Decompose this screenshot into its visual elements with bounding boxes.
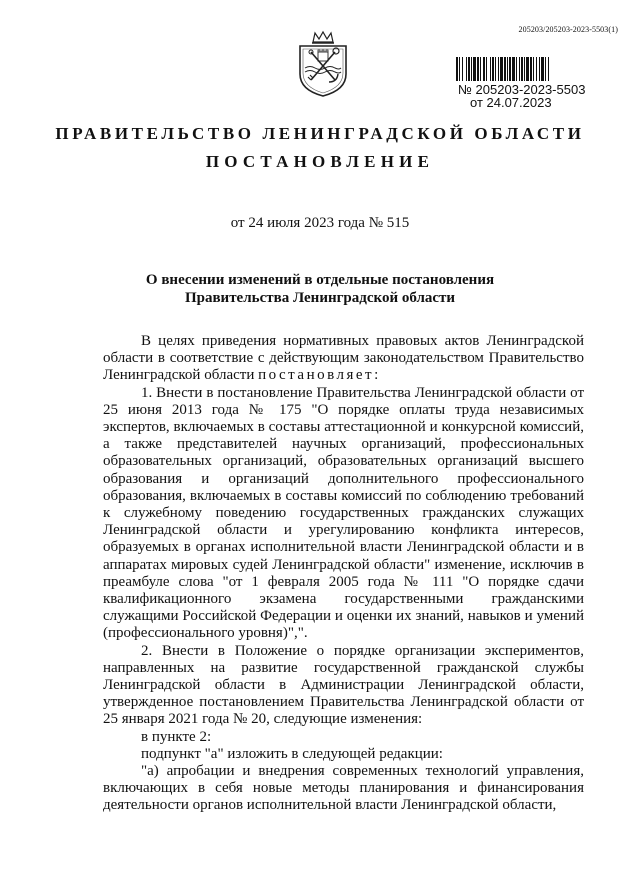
title-line-1: О внесении изменений в отдельные постановления xyxy=(145,272,495,288)
document-title xyxy=(0,271,640,307)
paragraph-preamble xyxy=(103,333,584,385)
document-type: ПОСТАНОВЛЕНИЕ xyxy=(205,152,435,171)
document-date-number: от 24 июля 2023 года № 515 xyxy=(230,215,410,231)
paragraph-subpoint-a-text: "а) апробации и внедрения современных технологий управления, включающих в себя новые методы планирования и финансирования деятельности органов исполнительной власти Ленинградской области, xyxy=(103,763,584,814)
coat-of-arms-emblem xyxy=(295,30,351,98)
preamble-colon: : xyxy=(374,367,379,384)
organization-name: ПРАВИТЕЛЬСТВО ЛЕНИНГРАДСКОЙ ОБЛАСТИ xyxy=(55,124,585,143)
barcode xyxy=(456,57,615,81)
preamble-decree-word: постановляет xyxy=(258,367,375,384)
preamble-text: В целях приведения нормативных правовых актов Ленинградской области в соответствие с действующим законодательством Правительство Ленинградской области xyxy=(103,333,584,384)
paragraph-subpoint-a: подпункт "а" изложить в следующей редакции: xyxy=(141,745,443,762)
title-line-2: Правительства Ленинградской области xyxy=(184,290,456,306)
paragraph-point-2: в пункте 2: xyxy=(141,728,212,745)
registration-code-top: 205203/205203-2023-5503(1) xyxy=(518,25,618,34)
registration-number: № 205203-2023-5503 xyxy=(458,82,586,97)
document-body xyxy=(103,333,584,815)
paragraph-item-2: 2. Внести в Положение о порядке организации экспериментов, направленных на развитие государственной гражданской службы Ленинградской области в Администрации Ленинградской области, утвержденное постановлением Правительства Ленинградской области от 25 января 2021 года № 20, следующие изменения: xyxy=(103,642,584,728)
paragraph-item-1: 1. Внести в постановление Правительства Ленинградской области от 25 июня 2013 года № 175 "О порядке оплаты труда независимых экспертов, включаемых в составы аттестационной и конкурсной комиссий, а также представителей научных организаций, профессиональных образовательных организаций, образовательных организаций высшего образования и организаций дополнительного профессионального образования, включаемых в составы комиссий по соблюдению требований к служебному поведению государственных гражданских служащих Ленинградской области и урегулированию конфликта интересов, образуемых в органах исполнительной власти Ленинградской области и в аппаратах мировых судей Ленинградской области" изменение, исключив в преамбуле слова "от 1 февраля 2005 года № 111 "О порядке сдачи квалификационного экзамена государственными гражданскими служащими Российской Федерации и оценки их знаний, навыков и умений (профессионального уровня)",". xyxy=(103,384,584,642)
registration-date: от 24.07.2023 xyxy=(470,95,552,110)
barcode-bar xyxy=(549,57,550,81)
